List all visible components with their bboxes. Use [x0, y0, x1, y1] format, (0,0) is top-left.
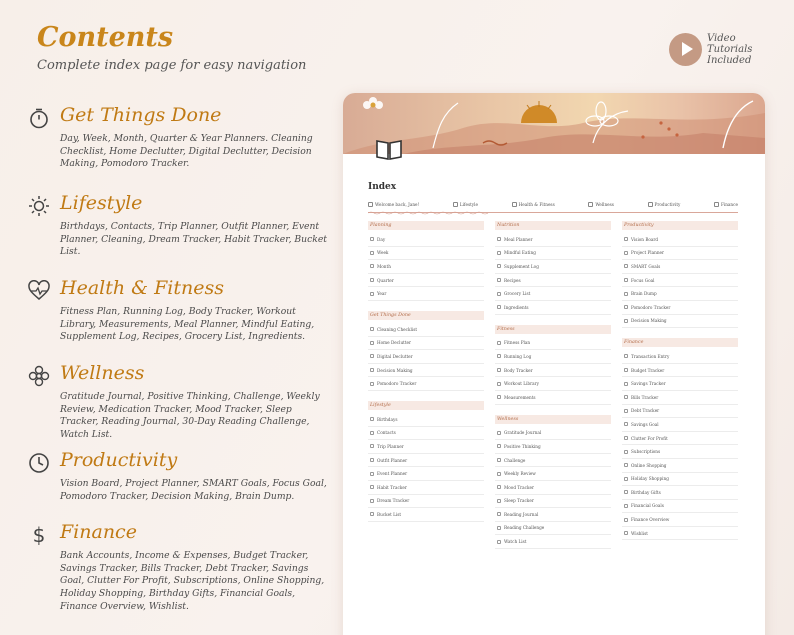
index-link[interactable] [622, 527, 738, 541]
index-link-label: Subscriptions [631, 449, 661, 455]
index-link[interactable] [368, 454, 484, 468]
page-icon [497, 431, 501, 435]
index-link[interactable] [495, 364, 611, 378]
page-icon [370, 278, 374, 282]
page-icon [497, 341, 501, 345]
index-link[interactable] [495, 508, 611, 522]
page-icon [370, 485, 374, 489]
nav-link-wellness[interactable]: Wellness [588, 197, 614, 212]
nav-link-health-fitness[interactable]: Health & Fitness [512, 197, 555, 212]
page-icon [497, 540, 501, 544]
index-link-label: Contacts [377, 430, 396, 436]
index-group-heading: Finance [622, 338, 738, 347]
index-link[interactable] [368, 274, 484, 288]
index-link-label: Focus Goal [631, 277, 655, 283]
index-link-label: Savings Goal [631, 421, 659, 427]
page-subtitle: Complete index page for easy navigation [37, 58, 307, 73]
index-link[interactable] [495, 427, 611, 441]
index-group-heading: Lifestyle [368, 401, 484, 410]
index-column-3 [622, 221, 738, 550]
page-icon [370, 444, 374, 448]
page-icon [624, 450, 628, 454]
boho-banner [343, 93, 765, 154]
nav-link-productivity[interactable]: Productivity [648, 197, 681, 212]
index-link-label: Pomodoro Tracker [631, 304, 671, 310]
page-icon [624, 395, 628, 399]
page-icon [497, 237, 501, 241]
index-link-label: Savings Tracker [631, 381, 666, 387]
index-link[interactable] [622, 391, 738, 405]
index-link-label: Birthday Gifts [631, 489, 661, 495]
index-link[interactable] [495, 391, 611, 405]
section-title: Finance [60, 521, 137, 543]
index-link[interactable] [495, 260, 611, 274]
index-group-heading: Get Things Done [368, 311, 484, 320]
page-icon [497, 251, 501, 255]
index-link[interactable] [622, 274, 738, 288]
index-link-label: Running Log [504, 353, 532, 359]
index-link[interactable] [495, 535, 611, 549]
index-link[interactable] [622, 500, 738, 514]
index-group-heading: Planning [368, 221, 484, 230]
index-link-label: Holiday Shopping [631, 476, 669, 482]
index-link-label: Bucket List [377, 511, 402, 517]
page-icon [497, 472, 501, 476]
index-link[interactable] [368, 413, 484, 427]
index-link-label: Reading Journal [504, 511, 539, 517]
page-icon [370, 368, 374, 372]
index-group [495, 325, 611, 405]
page-icon [370, 382, 374, 386]
index-link-label: Day [377, 236, 386, 242]
page-icon [624, 237, 628, 241]
index-link-label: Financial Goals [631, 503, 664, 509]
index-group [495, 221, 611, 315]
page-icon [624, 518, 628, 522]
page-icon [624, 382, 628, 386]
index-link[interactable] [368, 350, 484, 364]
page-icon [624, 436, 628, 440]
page-icon [497, 305, 501, 309]
page-icon [624, 319, 628, 323]
page-icon [497, 368, 501, 372]
index-link[interactable] [622, 233, 738, 247]
index-link-label: Project Planner [631, 250, 665, 256]
index-link[interactable] [622, 445, 738, 459]
section-desc: Gratitude Journal, Positive Thinking, Challenge, Weekly Review, Medication Tracker, Mood Tracker, Sleep Tracker, Reading Journal, 30-Day Reading Challenge, Watch List. [60, 391, 320, 441]
index-link[interactable] [495, 495, 611, 509]
page-icon [497, 278, 501, 282]
page-icon [497, 292, 501, 296]
index-link[interactable] [622, 473, 738, 487]
index-column-1 [368, 221, 484, 532]
page-icon [624, 477, 628, 481]
video-tutorials-badge[interactable] [669, 33, 757, 66]
index-link-label: Clutter For Profit [631, 435, 668, 441]
page-icon [624, 422, 628, 426]
index-link[interactable] [495, 274, 611, 288]
page-icon [624, 251, 628, 255]
page-icon [624, 409, 628, 413]
index-link-label: Budget Tracker [631, 367, 665, 373]
page-icon [624, 368, 628, 372]
index-link-label: Outfit Planner [377, 457, 408, 463]
index-link[interactable] [495, 247, 611, 261]
index-title: Index [368, 182, 397, 192]
page-icon [624, 531, 628, 535]
page-icon [624, 292, 628, 296]
index-link-label: Recipes [504, 277, 521, 283]
index-link-label: Decision Making [631, 318, 667, 324]
section-title: Get Things Done [60, 104, 222, 126]
index-link[interactable] [622, 377, 738, 391]
index-group-heading: Productivity [622, 221, 738, 230]
section-desc: Vision Board, Project Planner, SMART Goals, Focus Goal, Pomodoro Tracker, Decision Making, Brain Dump. [60, 478, 327, 502]
index-link-label: Year [377, 291, 387, 297]
page-icon [370, 431, 374, 435]
page-icon [370, 458, 374, 462]
index-link-label: Measurements [504, 394, 536, 400]
section-title: Lifestyle [60, 192, 143, 214]
page-icon [624, 278, 628, 282]
notion-page-preview [343, 93, 765, 635]
page-icon [370, 341, 374, 345]
index-link[interactable] [495, 287, 611, 301]
index-link-label: Online Shopping [631, 462, 667, 468]
index-link[interactable] [622, 301, 738, 315]
section-title: Wellness [60, 362, 145, 384]
index-link-label: Quarter [377, 277, 394, 283]
page-icon [497, 526, 501, 530]
index-link-label: Vision Board [631, 236, 659, 242]
clock-icon [28, 452, 50, 474]
index-link-label: Challenge [504, 457, 526, 463]
index-link-label: Positive Thinking [504, 443, 541, 449]
index-link-label: Bills Tracker [631, 394, 659, 400]
index-link[interactable] [495, 481, 611, 495]
index-link-label: Supplement Log [504, 263, 539, 269]
index-link[interactable] [495, 467, 611, 481]
page-icon [497, 512, 501, 516]
index-link[interactable] [495, 233, 611, 247]
page-icon [624, 305, 628, 309]
page-title: Contents [37, 22, 174, 53]
page-icon [370, 354, 374, 358]
index-link-label: Brain Dump [631, 291, 657, 297]
page-icon [370, 264, 374, 268]
index-link-label: Home Declutter [377, 340, 412, 346]
index-link-label: Meal Planner [504, 236, 533, 242]
section-title: Productivity [60, 449, 178, 471]
index-link-label: Gratitude Journal [504, 430, 542, 436]
index-link[interactable] [622, 364, 738, 378]
heartbeat-icon [28, 280, 50, 302]
stopwatch-icon [28, 107, 50, 129]
page-icon [497, 382, 501, 386]
page-icon [370, 512, 374, 516]
index-group [368, 311, 484, 391]
index-link[interactable] [622, 315, 738, 329]
index-link[interactable] [368, 364, 484, 378]
page-icon [624, 504, 628, 508]
page-icon [497, 458, 501, 462]
nav-link-finance[interactable]: Finance [714, 197, 738, 212]
page-icon [497, 395, 501, 399]
index-link[interactable] [622, 486, 738, 500]
index-link-label: SMART Goals [631, 263, 661, 269]
wavy-divider [368, 211, 738, 215]
index-link-label: Month [377, 263, 391, 269]
index-link-label: Fitness Plan [504, 340, 531, 346]
index-group-heading: Wellness [495, 415, 611, 424]
index-group [368, 401, 484, 522]
index-link-label: Pomodoro Tracker [377, 381, 417, 387]
index-link[interactable] [368, 337, 484, 351]
nav-link-home[interactable]: Welcome back, Jane! [368, 197, 419, 212]
index-link[interactable] [622, 418, 738, 432]
index-link[interactable] [495, 350, 611, 364]
page-icon [370, 292, 374, 296]
page-icon [370, 499, 374, 503]
index-link[interactable] [368, 440, 484, 454]
dollar-icon: $ [32, 523, 46, 547]
index-group-heading: Nutrition [495, 221, 611, 230]
index-link-label: Decision Making [377, 367, 413, 373]
page-icon [624, 354, 628, 358]
open-book-icon [375, 137, 403, 161]
index-link[interactable] [368, 260, 484, 274]
index-link-label: Trip Planner [377, 443, 404, 449]
index-link[interactable] [368, 233, 484, 247]
page-icon [370, 237, 374, 241]
index-link[interactable] [622, 405, 738, 419]
index-link[interactable] [368, 481, 484, 495]
index-link[interactable] [622, 287, 738, 301]
index-link[interactable] [368, 323, 484, 337]
index-link-label: Debt Tracker [631, 408, 660, 414]
index-link[interactable] [495, 522, 611, 536]
index-link-label: Habit Tracker [377, 484, 407, 490]
index-link-label: Digital Declutter [377, 353, 413, 359]
index-link-label: Body Tracker [504, 367, 533, 373]
index-link-label: Grocery List [504, 291, 531, 297]
index-link[interactable] [368, 508, 484, 522]
index-group-heading: Fitness [495, 325, 611, 334]
index-link-label: Weekly Review [504, 471, 536, 477]
index-link[interactable] [495, 377, 611, 391]
index-link[interactable] [622, 432, 738, 446]
page-icon [497, 264, 501, 268]
index-link-label: Transaction Entry [631, 353, 670, 359]
page-icon [497, 354, 501, 358]
index-group [495, 415, 611, 549]
index-link[interactable] [622, 350, 738, 364]
index-link-label: Reading Challenge [504, 525, 545, 531]
page-icon [624, 490, 628, 494]
index-link[interactable] [622, 260, 738, 274]
page-icon [370, 472, 374, 476]
index-link[interactable] [368, 377, 484, 391]
section-desc: Birthdays, Contacts, Trip Planner, Outfit Planner, Event Planner, Cleaning, Dream Tracker, Habit Tracker, Bucket List. [60, 221, 327, 258]
play-icon[interactable] [669, 33, 702, 66]
sun-icon [28, 195, 50, 217]
page-icon [497, 499, 501, 503]
index-link-label: Sleep Tracker [504, 498, 534, 504]
page-icon [370, 327, 374, 331]
index-link[interactable] [368, 427, 484, 441]
index-link[interactable] [368, 247, 484, 261]
index-link[interactable] [495, 454, 611, 468]
index-link[interactable] [368, 467, 484, 481]
index-group [368, 221, 484, 301]
index-link-label: Watch List [504, 539, 527, 545]
index-link-label: Ingredients [504, 304, 529, 310]
index-link[interactable] [368, 287, 484, 301]
section-desc: Day, Week, Month, Quarter & Year Planners. Cleaning Checklist, Home Declutter, Digital Declutter, Decision Making, Pomodoro Tracker. [60, 133, 313, 170]
page-icon [624, 264, 628, 268]
index-link[interactable] [622, 513, 738, 527]
index-link-label: Finance Overview [631, 517, 670, 523]
flower-icon [28, 365, 50, 387]
index-link[interactable] [495, 440, 611, 454]
index-column-2 [495, 221, 611, 559]
section-desc: Fitness Plan, Running Log, Body Tracker, Workout Library, Measurements, Meal Planner, Mindful Eating, Supplement Log, Recipes, Grocery List, Ingredients. [60, 306, 315, 343]
index-link[interactable] [495, 301, 611, 315]
index-link-label: Dream Tracker [377, 498, 410, 504]
page-icon [370, 417, 374, 421]
index-link[interactable] [368, 495, 484, 509]
index-link-label: Birthdays [377, 416, 398, 422]
section-title: Health & Fitness [60, 277, 224, 299]
video-tutorials-label: Video Tutorials Included [707, 33, 753, 66]
index-group [622, 221, 738, 328]
page-icon [497, 485, 501, 489]
section-desc: Bank Accounts, Income & Expenses, Budget Tracker, Savings Tracker, Bills Tracker, Debt Tracker, Savings Goal, Clutter For Profit, Subscriptions, Online Shopping, Holiday Shopping, Birthday Gifts, Financial Goals, Finance Overview, Wishlist. [60, 550, 325, 612]
index-link[interactable] [495, 337, 611, 351]
index-link[interactable] [622, 459, 738, 473]
index-link-label: Workout Library [504, 381, 539, 387]
index-link-label: Wishlist [631, 530, 648, 536]
page-icon [497, 444, 501, 448]
page-icon [624, 463, 628, 467]
index-link-label: Mindful Eating [504, 250, 536, 256]
index-link[interactable] [622, 247, 738, 261]
index-link-label: Cleaning Checklist [377, 326, 418, 332]
nav-link-lifestyle[interactable]: Lifestyle [453, 197, 478, 212]
index-link-label: Mood Tracker [504, 484, 534, 490]
index-link-label: Event Planner [377, 471, 408, 477]
index-group [622, 338, 738, 540]
page-icon [370, 251, 374, 255]
index-link-label: Week [377, 250, 389, 256]
